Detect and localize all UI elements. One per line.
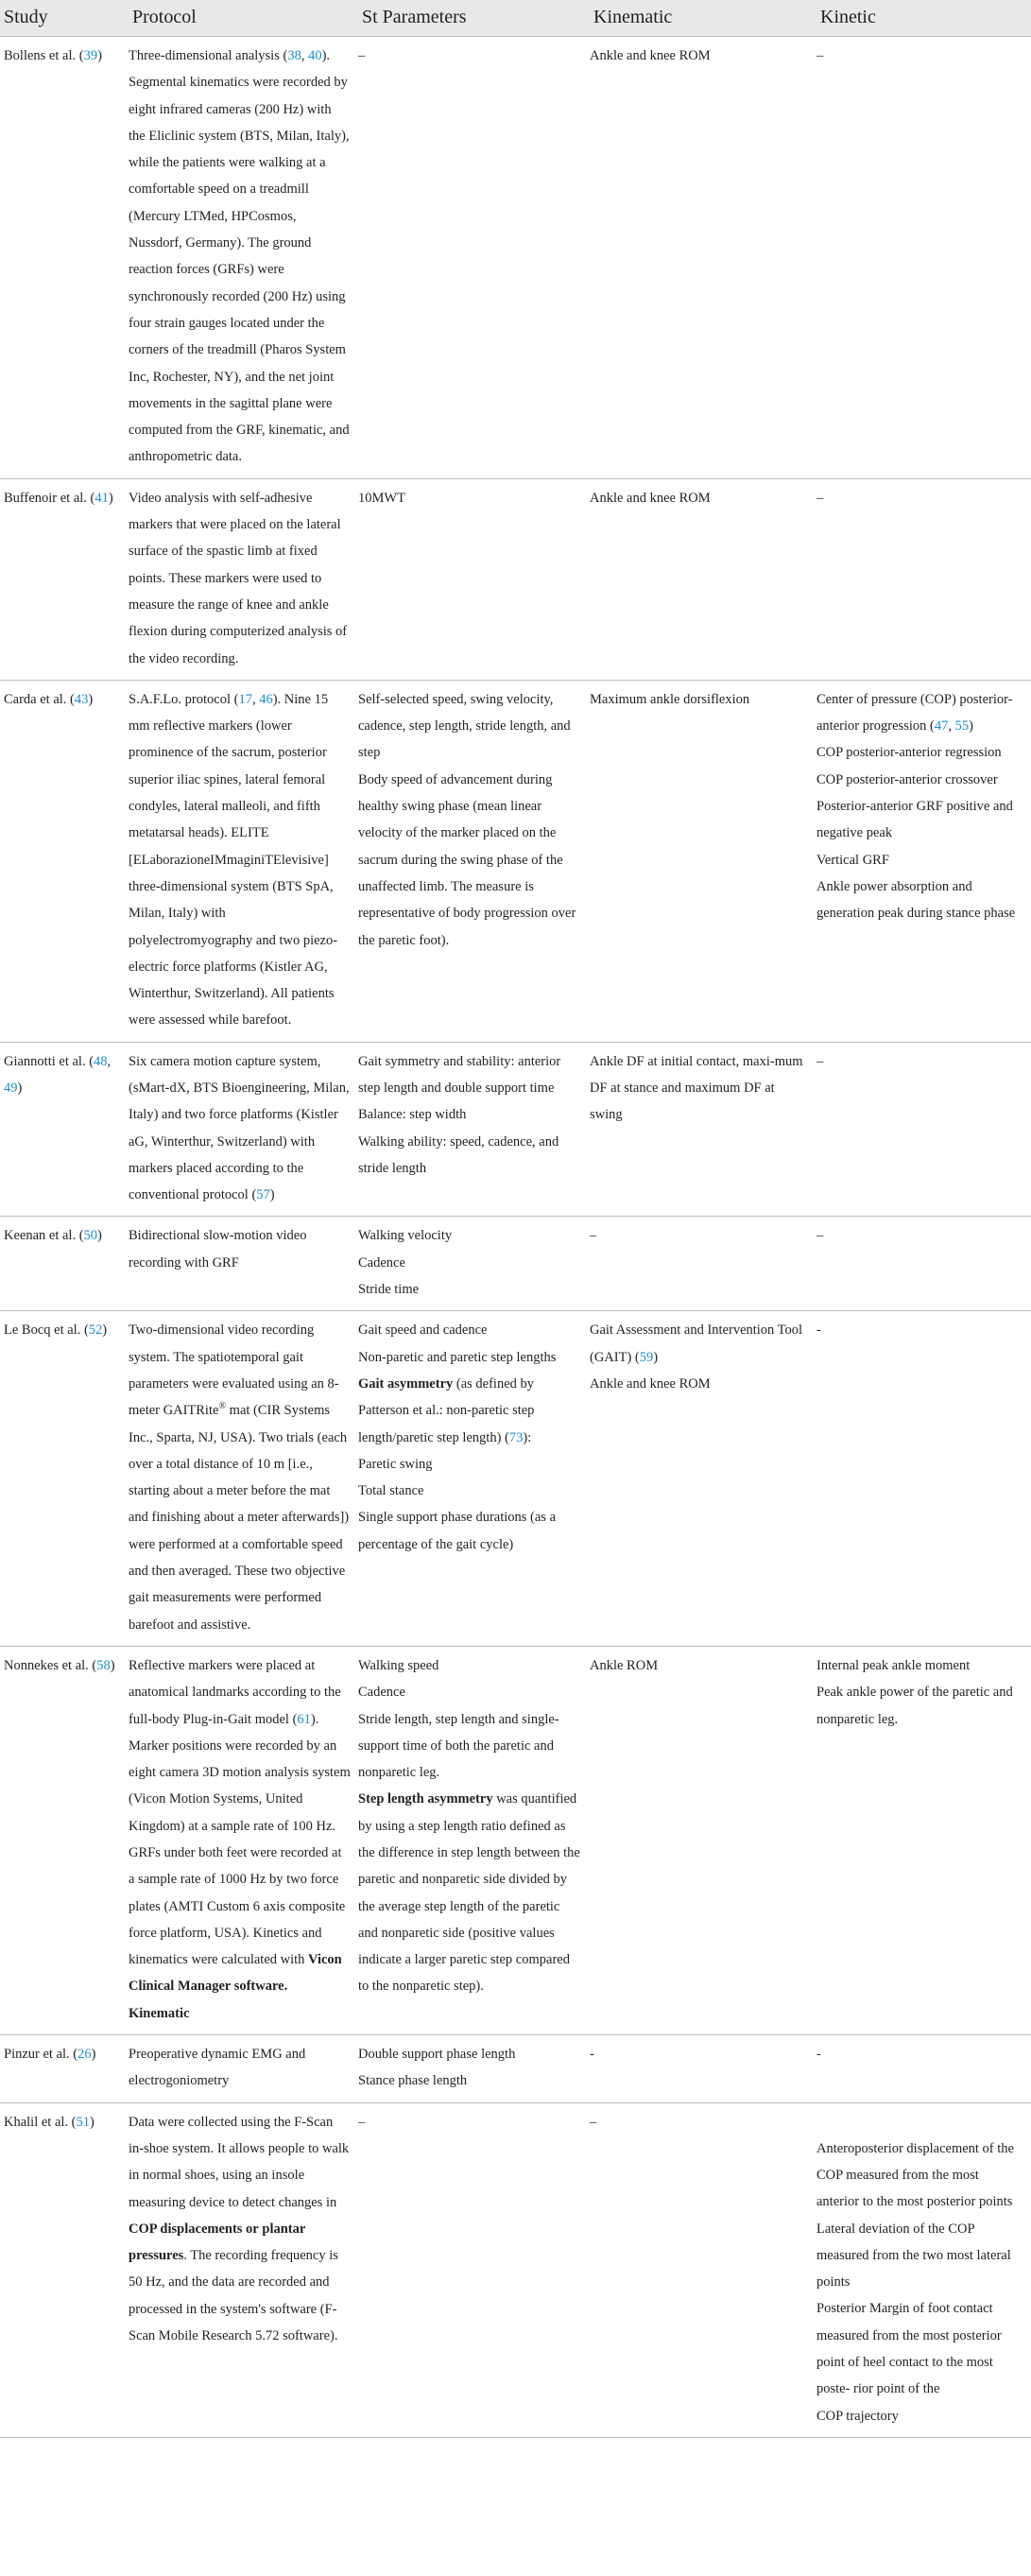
reference-link[interactable]: 40 [308, 48, 322, 63]
st-item: Stride length, step length and single- support time of both the paretic and nonparetic leg. [358, 1711, 559, 1781]
kinematic-cell: - [590, 2035, 816, 2103]
kinematic-cell: Maximum ankle dorsiflexion [590, 680, 816, 1042]
study-name-end: ) [91, 2047, 96, 2063]
st-cell [358, 2035, 590, 2103]
st-item: Paretic swing [358, 1456, 433, 1472]
kinematic-cell [590, 1311, 816, 1647]
kinetic-cell [816, 2102, 1031, 2437]
st-item: Walking speed [358, 1657, 439, 1673]
reference-link[interactable]: 43 [74, 691, 89, 707]
protocol-cell: Preoperative dynamic EMG and electrogoniometry [129, 2035, 358, 2103]
st-item: Stance phase length [358, 2073, 468, 2089]
study-name: Pinzur et al. ( [4, 2047, 78, 2063]
protocol-cell [129, 1042, 358, 1217]
kinetic-cell: – [816, 1217, 1031, 1311]
separator: , [107, 1053, 112, 1069]
st-item: Self-selected speed, swing velocity, cadence, step length, stride length, and step [358, 691, 571, 761]
st-cell [358, 1311, 590, 1647]
study-cell [0, 2035, 129, 2103]
study-name-end: ) [88, 691, 94, 707]
kinetic-text: ) [969, 718, 973, 735]
st-text: was quantified by using a step length ratio defined as the difference in step length between the paretic and nonparetic side divided by the average step length of the paretic and nonparetic side (positive values indicate a larger paretic step compared to the nonparetic step). [358, 1791, 580, 1995]
header-study: Study [0, 0, 129, 37]
reference-link[interactable]: 59 [639, 1349, 654, 1365]
protocol-text: ). Segmental kinematics were recorded by eight infrared cameras (200 Hz) with the Eliclinic system (BTS, Milan, Italy), while the patients were walking at a comfortable speed on a treadmill (Mercury LTMed, HPCosmos, Nussdorf, Germany). The ground reaction forces (GRFs) were synchronously recorded (200 Hz) using four strain gauges located under the corners of the treadmill (Pharos System Inc, Rochester, NY), and the net joint movements in the sagittal plane were computed from the GRF, kinematic, and anthropometric data. [129, 48, 350, 465]
protocol-text: Three-dimensional analysis ( [129, 48, 288, 63]
st-item [358, 1786, 582, 1999]
table-row [0, 2102, 1031, 2437]
protocol-cell [129, 680, 358, 1042]
table-row [0, 2035, 1031, 2103]
st-cell: – [358, 2102, 590, 2437]
st-item: Single support phase durations (as a percentage of the gait cycle) [358, 1510, 557, 1552]
kinetic-cell: – [816, 478, 1031, 680]
protocol-text: Six camera motion capture system, (sMart-dX, BTS Bioengineering, Milan, Italy) and two force platforms (Kistler aG, Winterthur, Switzerland) with markers placed according to the conventional protocol ( [129, 1053, 350, 1203]
st-item: Double support phase length [358, 2047, 516, 2063]
st-item: Cadence [358, 1685, 405, 1701]
table-row [0, 1217, 1031, 1311]
st-item: Walking ability: speed, cadence, and stride length [358, 1133, 559, 1176]
kinematic-text: ) [653, 1349, 659, 1365]
separator: , [251, 691, 260, 707]
protocol-cell: Bidirectional slow-motion video recording with GRF [129, 1217, 358, 1311]
study-name-end: ) [90, 2114, 95, 2130]
table-row [0, 37, 1031, 479]
kinematic-cell: – [590, 1217, 816, 1311]
st-item: Stride time [358, 1282, 420, 1298]
study-name: Khalil et al. ( [4, 2114, 77, 2130]
st-item: Body speed of advancement during healthy swing phase (mean linear velocity of the marker placed on the sacrum during the swing phase of the unaffected limb. The measure is representative of body progression over the paretic foot). [358, 771, 576, 948]
study-name-end: ) [102, 1323, 108, 1339]
st-item [358, 1344, 582, 1451]
protocol-cell: Video analysis with self-adhesive markers that were placed on the lateral surface of the spastic limb at fixed points. These markers were used to measure the range of knee and ankle flexion during computerized analysis of the video recording. [129, 478, 358, 680]
st-text: ): [523, 1429, 532, 1445]
st-text: (as defined by Patterson et al.: non-paretic step length/paretic step length) ( [358, 1375, 535, 1445]
study-cell [0, 1311, 129, 1647]
protocol-text: Reflective markers were placed at anatomical landmarks according to the full-body Plug-in-Gait model ( [129, 1657, 341, 1727]
reference-link[interactable]: 61 [297, 1711, 311, 1727]
kinematic-cell: Ankle and knee ROM [590, 37, 816, 479]
st-cell [358, 1217, 590, 1311]
study-name: Giannotti et al. ( [4, 1053, 95, 1069]
st-cell: 10MWT [358, 478, 590, 680]
kinetic-item: Ankle power absorption and generation peak during stance phase [816, 878, 1016, 922]
st-cell: – [358, 37, 590, 479]
kinematic-cell: Ankle DF at initial contact, maxi-mum DF at stance and maximum DF at swing [590, 1042, 816, 1217]
study-cell [0, 2102, 129, 2437]
table-row [0, 1646, 1031, 2034]
kinetic-item: Peak ankle power of the paretic and nonparetic leg. [816, 1685, 1013, 1727]
kinetic-item [816, 686, 1023, 740]
study-name: Carda et al. ( [4, 691, 75, 707]
reference-link[interactable]: 38 [287, 48, 301, 63]
study-cell [0, 1646, 129, 2034]
st-bold-text: Gait asymmetry [358, 1375, 454, 1392]
kinetic-item: COP posterior-anterior crossover [816, 771, 998, 787]
study-cell [0, 1042, 129, 1217]
study-name: Bollens et al. ( [4, 48, 84, 63]
st-item: Gait speed and cadence [358, 1323, 488, 1339]
kinematic-cell: Ankle ROM [590, 1646, 816, 2034]
protocol-text: ) [269, 1187, 275, 1203]
protocol-text: mat (CIR Systems Inc., Sparta, NJ, USA). Two trials (each over a total distance of 10 m [i.e., starting about a meter before the mat and finishing about a meter afterwards]) were performed at a comfortable speed and then averaged. These two objective gait measurements were performed barefoot and assistive. [129, 1403, 350, 1633]
reference-link[interactable]: 48 [94, 1053, 108, 1069]
reference-link[interactable]: 73 [508, 1429, 524, 1445]
protocol-bold-text: COP displacements or [129, 2221, 259, 2237]
reference-link[interactable]: 49 [4, 1080, 18, 1096]
kinematic-cell: Ankle and knee ROM [590, 478, 816, 680]
protocol-text: Two-dimensional video recording system. The spatiotemporal gait parameters were evaluated using an 8-meter GAITRite [129, 1323, 339, 1419]
st-item: Gait symmetry and stability: anterior step length and double support time [358, 1053, 561, 1096]
protocol-cell [129, 1311, 358, 1647]
protocol-text: . The recording frequency is 50 Hz, and the data are recorded and processed in the system's software (F-Scan Mobile Research 5.72 software). [129, 2248, 338, 2344]
protocol-bold-text: plantar pressures [129, 2221, 306, 2264]
protocol-text: Data were collected using the F-Scan in-shoe system. It allows people to walk in normal shoes, using an insole measuring device to detect changes in [129, 2114, 350, 2210]
st-cell [358, 680, 590, 1042]
separator: , [948, 718, 955, 735]
kinetic-cell: - [816, 1311, 1031, 1647]
st-item: Balance: step width [358, 1107, 467, 1123]
reference-link[interactable]: 17 [238, 691, 252, 707]
study-name: Buffenoir et al. ( [4, 490, 95, 506]
reference-link[interactable]: 55 [954, 718, 970, 735]
study-cell [0, 1217, 129, 1311]
st-cell [358, 1646, 590, 2034]
st-item: Cadence [358, 1254, 405, 1271]
st-item: Walking velocity [358, 1228, 453, 1244]
kinetic-item: COP posterior-anterior regression [816, 745, 1002, 761]
study-cell [0, 478, 129, 680]
table-row [0, 1311, 1031, 1647]
study-name-end: ) [97, 48, 102, 63]
study-name-end: ) [110, 1657, 115, 1673]
st-bold-text: Step length asymmetry [358, 1791, 493, 1807]
kinetic-cell [816, 680, 1031, 1042]
kinetic-item: Vertical GRF [816, 852, 889, 868]
protocol-text: S.A.F.Lo. protocol ( [129, 691, 239, 707]
kinetic-cell: – [816, 1042, 1031, 1217]
protocol-cell [129, 2102, 358, 2437]
st-item: Total stance [358, 1483, 424, 1499]
st-cell [358, 1042, 590, 1217]
table-row [0, 1042, 1031, 1217]
kinetic-cell [816, 1646, 1031, 2034]
protocol-text: ). Marker positions were recorded by an eight camera 3D motion analysis system (Vicon Motion Systems, United Kingdom) at a sample rate of 100 Hz. GRFs under both feet were recorded at a sample rate of 1000 Hz by two force plates (AMTI Custom 6 axis composite force platform, USA). Kinetics and kinematics were calculated with [129, 1711, 351, 1968]
header-kinematic: Kinematic [590, 0, 816, 37]
registered-mark: ® [218, 1401, 227, 1412]
study-name-end: ) [97, 1228, 102, 1244]
st-text: Non-paretic and paretic step lengths [358, 1349, 557, 1365]
reference-link[interactable]: 51 [76, 2114, 91, 2130]
reference-link[interactable]: 52 [88, 1323, 103, 1339]
separator: , [301, 48, 309, 63]
study-cell [0, 37, 129, 479]
kinetic-item: Posterior-anterior GRF positive and negative peak [816, 799, 1013, 841]
study-cell [0, 680, 129, 1042]
kinetic-item: Anteroposterior displacement of the COP measured from the most anterior to the most posterior points [816, 2140, 1014, 2210]
kinematic-cell: – [590, 2102, 816, 2437]
kinematic-text: Gait Assessment and Intervention Tool (GAIT) ( [590, 1323, 803, 1365]
kinematic-item: Ankle and knee ROM [590, 1375, 711, 1392]
protocol-text: ). Nine 15 mm reflective markers (lower prominence of the sacrum, posterior superior iliac spines, lateral femoral condyles, lateral malleoli, and fifth metatarsal heads). ELITE [ELaborazioneIMmaginiTElevisive] three-dimensional system (BTS SpA, Milan, Italy) with polyelectromyography and two piezo-electric force platforms (Kistler AG, Winterthur, Switzerland). All patients were assessed while barefoot. [129, 691, 338, 1029]
kinematic-item [590, 1317, 809, 1371]
header-st-parameters: St Parameters [358, 0, 590, 37]
kinetic-cell: - [816, 2035, 1031, 2103]
kinetic-cell: – [816, 37, 1031, 479]
table-row [0, 478, 1031, 680]
protocol-cell [129, 37, 358, 479]
protocol-bold-text: Vicon Clinical Manager software. Kinematic [129, 1952, 342, 2021]
study-name: Le Bocq et al. ( [4, 1323, 89, 1339]
kinetic-text: Center of pressure (COP) posterior-anterior progression ( [816, 691, 1013, 735]
reference-link[interactable]: 57 [256, 1187, 270, 1203]
header-kinetic: Kinetic [816, 0, 1031, 37]
reference-link[interactable]: 47 [934, 718, 949, 735]
kinetic-item: COP trajectory [816, 2408, 899, 2424]
reference-link[interactable]: 39 [83, 48, 98, 63]
protocol-cell [129, 1646, 358, 2034]
header-protocol: Protocol [129, 0, 358, 37]
study-name: Nonnekes et al. ( [4, 1657, 97, 1673]
reference-link[interactable]: 41 [95, 490, 109, 506]
study-name-end: ) [17, 1080, 23, 1096]
kinetic-item: Posterior Margin of foot contact measured from the most posterior point of heel contact to the most poste- rior point of the [816, 2301, 1002, 2397]
study-name: Keenan et al. ( [4, 1228, 84, 1244]
header-row [0, 0, 1031, 37]
table-row [0, 680, 1031, 1042]
reference-link[interactable]: 46 [259, 691, 273, 707]
reference-link[interactable]: 58 [96, 1657, 111, 1673]
reference-link[interactable]: 50 [83, 1228, 98, 1244]
kinetic-item: Lateral deviation of the COP measured from the two most lateral points [816, 2221, 1011, 2291]
reference-link[interactable]: 26 [77, 2047, 92, 2063]
kinetic-item: Internal peak ankle moment [816, 1657, 971, 1673]
study-name-end: ) [108, 490, 113, 506]
